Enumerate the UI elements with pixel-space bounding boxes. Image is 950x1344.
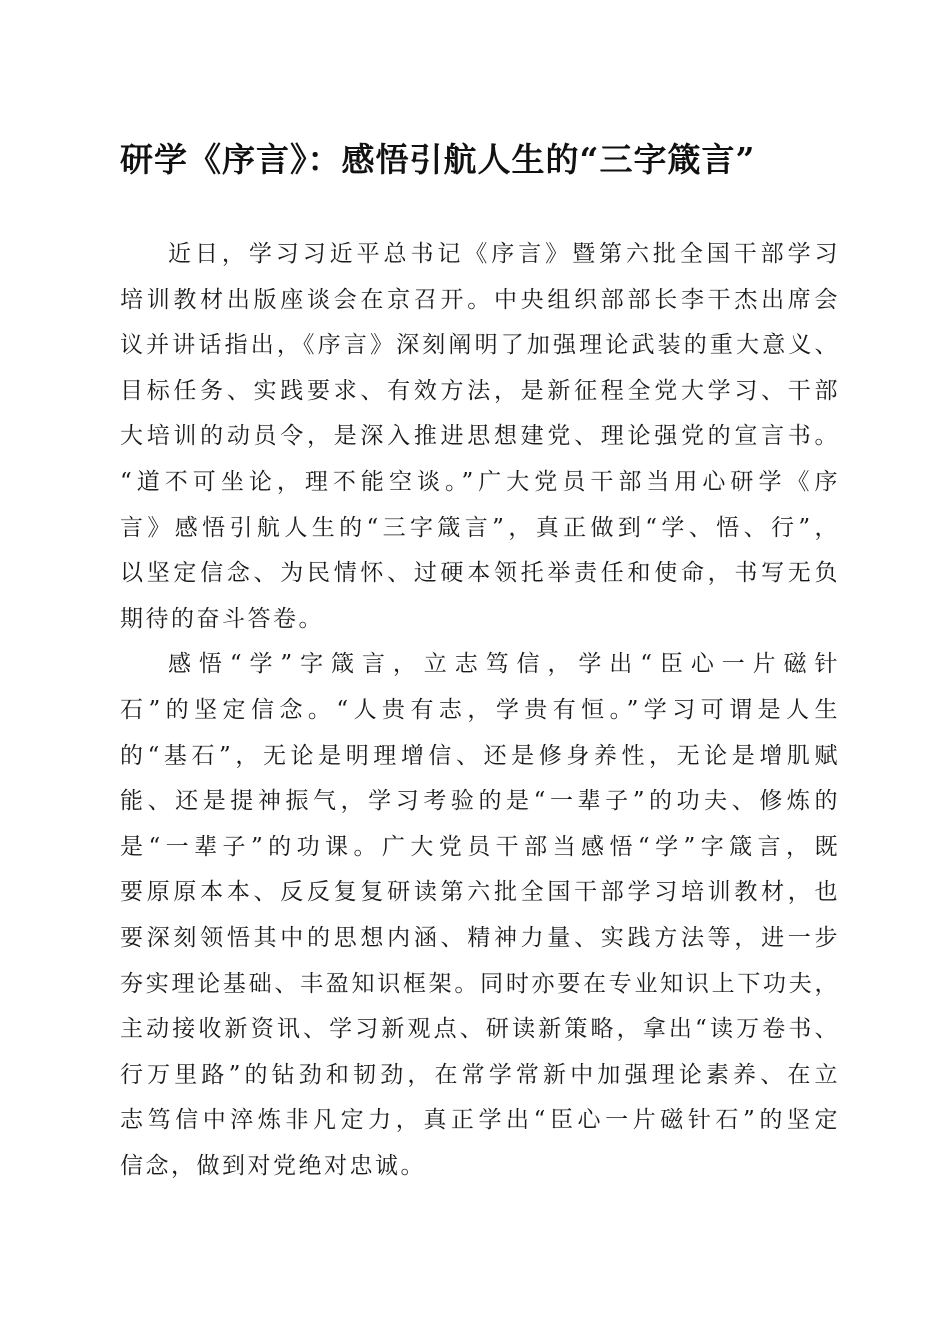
text-line: 主动接收新资讯、学习新观点、研读新策略，拿出“读万卷书、 (120, 1016, 840, 1043)
text-line: 期待的奋斗答卷。 (120, 605, 324, 632)
text-line: 近日，学习习近平总书记《序言》暨第六批全国干部学习 (168, 241, 840, 267)
text-line: 夯实理论基础、丰盈知识框架。同时亦要在专业知识上下功夫， (120, 970, 840, 997)
text-line: 目标任务、实践要求、有效方法，是新征程全党大学习、干部 (120, 377, 840, 404)
text-line: 感悟“学”字箴言，立志笃信，学出“臣心一片磁针 (168, 651, 840, 678)
text-line: 以坚定信念、为民情怀、过硬本领托举责任和使命，书写无负 (120, 560, 840, 587)
text-line: 石”的坚定信念。“人贵有志，学贵有恒。”学习可谓是人生 (120, 696, 840, 723)
article-body (120, 232, 840, 1189)
text-line: 要深刻领悟其中的思想内涵、精神力量、实践方法等，进一步 (120, 924, 840, 951)
text-line: 大培训的动员令，是深入推进思想建党、理论强党的宣言书。 (120, 423, 840, 450)
paragraph-2 (120, 642, 840, 1189)
article-title: 研学《序言》：感悟引航人生的“三字箴言” (120, 140, 756, 179)
text-line: 能、还是提神振气，学习考验的是“一辈子”的功夫、修炼的 (120, 788, 840, 815)
text-line: 行万里路”的钻劲和韧劲，在常学常新中加强理论素养、在立 (120, 1061, 840, 1088)
text-line: 信念，做到对党绝对忠诚。 (120, 1152, 426, 1179)
text-line: 要原原本本、反反复复研读第六批全国干部学习培训教材，也 (120, 879, 840, 906)
paragraph-1 (120, 232, 840, 642)
text-line: 是“一辈子”的功课。广大党员干部当感悟“学”字箴言，既 (120, 833, 840, 860)
text-line: 言》感悟引航人生的“三字箴言”，真正做到“学、悟、行”， (120, 514, 840, 541)
text-line: “道不可坐论，理不能空谈。”广大党员干部当用心研学《序 (120, 468, 840, 495)
text-line: 培训教材出版座谈会在京召开。中央组织部部长李干杰出席会 (120, 286, 840, 313)
text-line: 议并讲话指出，《序言》深刻阐明了加强理论武装的重大意义、 (120, 332, 840, 359)
text-line: 志笃信中淬炼非凡定力，真正学出“臣心一片磁针石”的坚定 (120, 1107, 840, 1134)
text-line: 的“基石”，无论是明理增信、还是修身养性，无论是增肌赋 (120, 742, 840, 769)
